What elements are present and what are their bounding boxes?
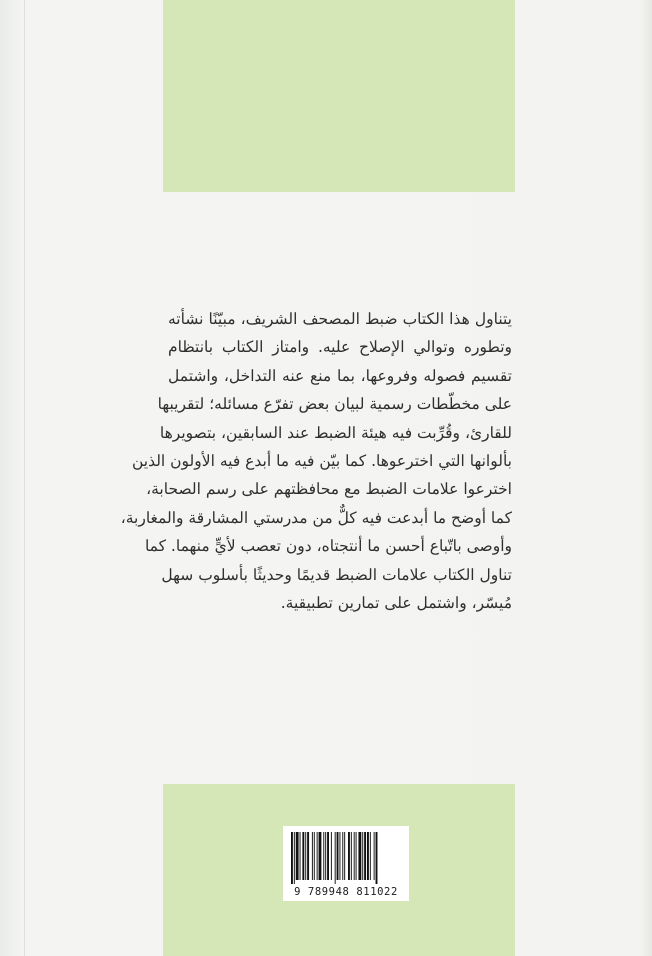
- barcode-bar: [302, 832, 304, 880]
- isbn-number: 9 789948 811022: [294, 886, 398, 898]
- blurb-line: للقارئ، وقُرِّبت فيه هيئة الضبط عند السابقين، بتصويرها: [159, 423, 512, 442]
- barcode-bar: [362, 832, 363, 880]
- barcode-bar: [296, 832, 299, 880]
- barcode-bar: [300, 832, 301, 880]
- barcode-bar: [358, 832, 361, 880]
- barcode-bar: [339, 832, 340, 880]
- barcode-bars-icon: [289, 832, 403, 884]
- barcode-bar: [376, 832, 378, 884]
- barcode-bar: [327, 832, 329, 880]
- barcode-bar: [335, 832, 336, 884]
- barcode-bar: [312, 832, 313, 880]
- barcode-bar: [307, 832, 309, 880]
- barcode-bar: [323, 832, 324, 880]
- barcode-bar: [291, 832, 293, 884]
- blurb-line: يتناول هذا الكتاب ضبط المصحف الشريف، مبيّنًا نشأته: [168, 310, 512, 328]
- barcode-bar: [348, 832, 350, 880]
- blurb-line: على مخطّطات رسمية لبيان بعض تفرّع مسائله؛ لتقريبها: [157, 395, 512, 414]
- barcode-bar: [351, 832, 352, 880]
- blurb-line: تقسيم فصوله وفروعها، بما منع عنه التداخل، واشتمل: [168, 366, 512, 385]
- barcode-bar: [344, 832, 345, 880]
- blurb-line: مُيسّر، واشتمل على تمارين تطبيقية.: [280, 594, 512, 613]
- barcode-bar: [337, 832, 339, 880]
- barcode-bar: [331, 832, 332, 880]
- barcode-bar: [319, 832, 322, 880]
- barcode-bar: [305, 832, 306, 880]
- barcode-bar: [294, 832, 295, 884]
- spine-crease: [24, 0, 25, 956]
- blurb-line: تناول الكتاب علامات الضبط قديمًا وحديثًا بأسلوب سهل: [161, 565, 512, 584]
- barcode-bar: [314, 832, 315, 880]
- top-green-panel: [163, 0, 515, 192]
- barcode-bar: [342, 832, 343, 880]
- barcode-bar: [356, 832, 357, 880]
- blurb-line: وأوصى باتّباع أحسن ما أنتجتاه، دون تعصب لأيٍّ منهما. كما: [144, 537, 512, 556]
- barcode-bar: [325, 832, 326, 880]
- blurb-line: بألوانها التي اخترعوها. كما بيّن فيه ما أبدع فيه الأولون الذين: [131, 452, 512, 471]
- barcode-bar: [374, 832, 375, 880]
- blurb-line: اخترعوا علامات الضبط مع محافظتهم على رسم الصحابة،: [146, 480, 512, 499]
- barcode-bar: [317, 832, 318, 880]
- blurb-line: كما أوضح ما أبدعت فيه كلٌّ من مدرستي المشارقة والمغاربة،: [120, 508, 512, 527]
- back-cover-blurb: [120, 305, 512, 617]
- barcode-bar: [367, 832, 369, 880]
- barcode-bar: [364, 832, 366, 880]
- isbn-barcode: [283, 826, 409, 901]
- barcode-bar: [354, 832, 355, 880]
- barcode-bar: [370, 832, 371, 880]
- blurb-line: وتطوره وتوالي الإصلاح عليه. وامتاز الكتاب بانتظام: [168, 338, 512, 357]
